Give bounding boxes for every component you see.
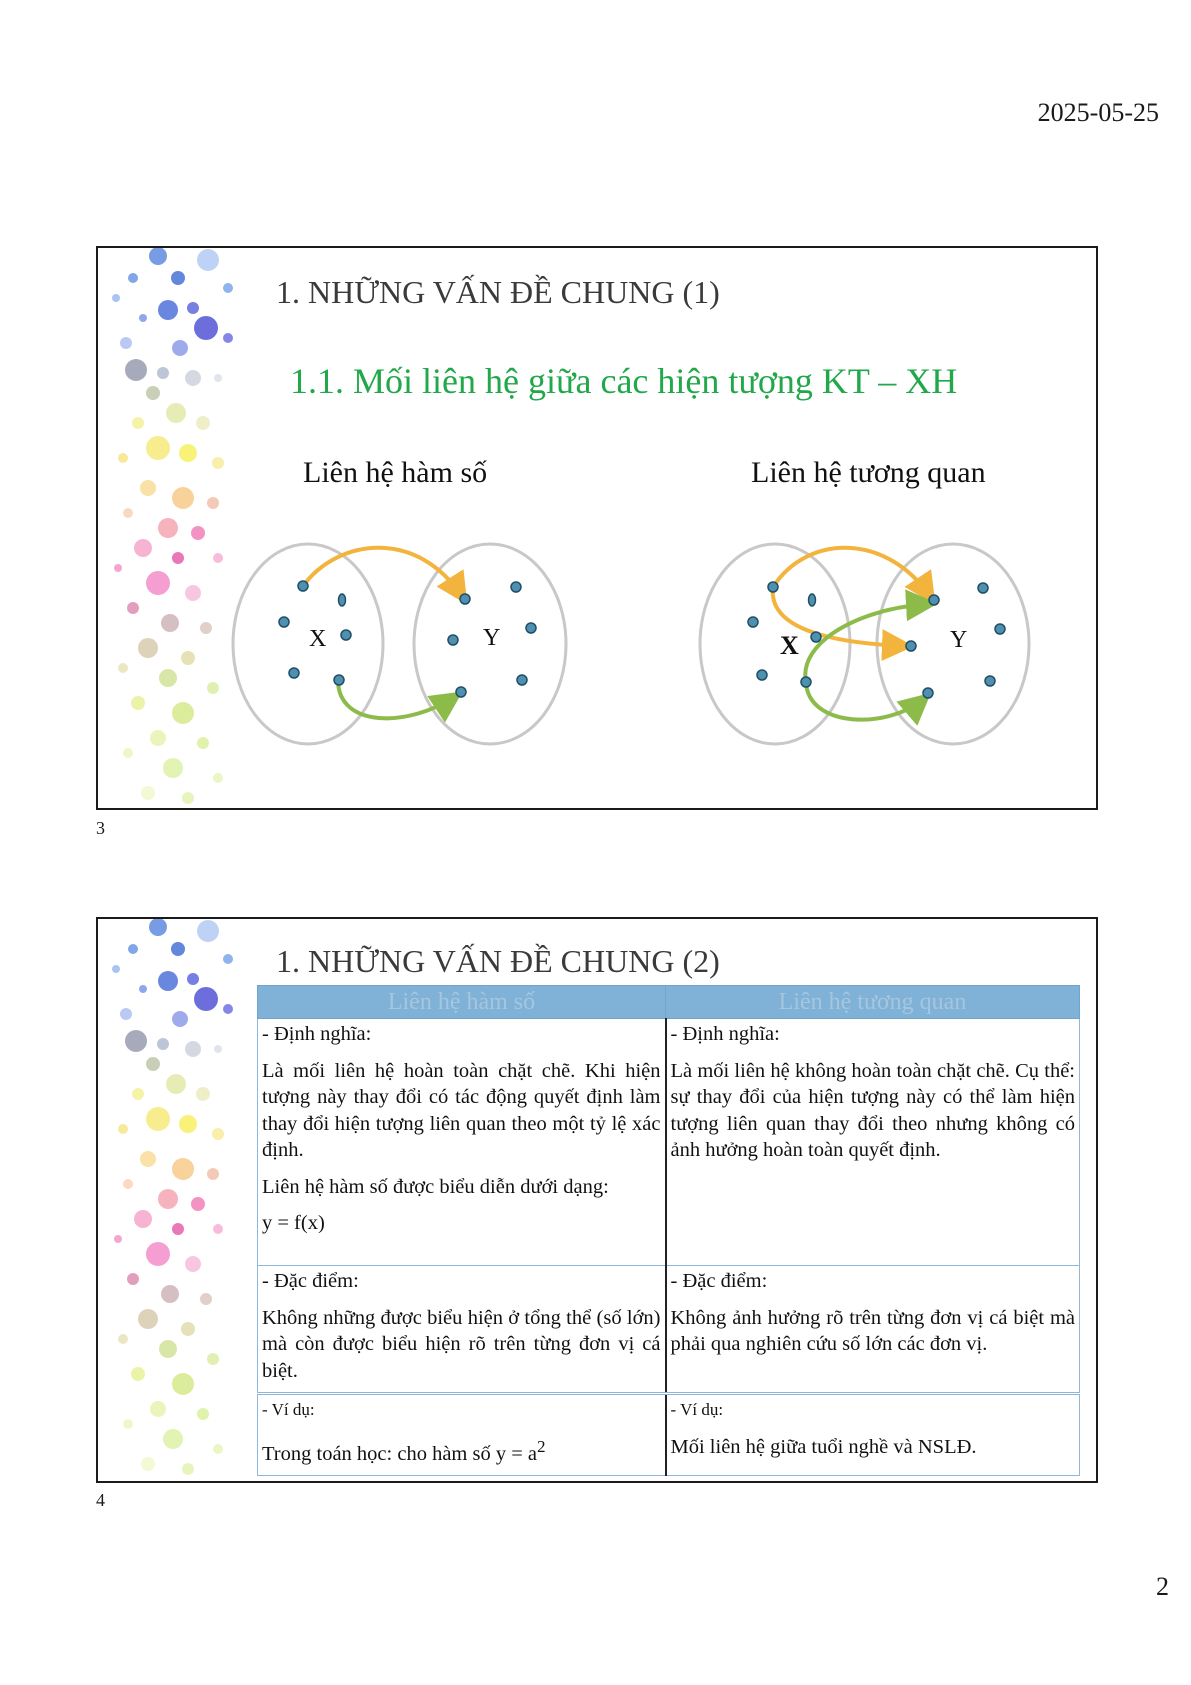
correlation-relation-label: Liên hệ tương quan [751, 456, 986, 489]
point [289, 668, 299, 678]
features-cell [258, 1266, 666, 1394]
point [456, 687, 466, 697]
point [809, 594, 816, 606]
page-number: 2 [1156, 1572, 1169, 1601]
functional-diagram [233, 544, 566, 744]
table-row [258, 1019, 1080, 1266]
point [511, 582, 521, 592]
features-cell [666, 1266, 1080, 1394]
page-date: 2025-05-25 [1037, 98, 1159, 127]
table-row [258, 1266, 1080, 1394]
point [341, 630, 351, 640]
formula: y = f(x) [262, 1212, 325, 1234]
header-functional: Liên hệ hàm số [258, 986, 666, 1019]
cell-text: Không ảnh hưởng rõ trên từng đơn vị cá biệt mà phải qua nghiên cứu số lớn các đơn vị. [670, 1306, 1075, 1355]
slide-3 [96, 246, 1098, 810]
superscript: 2 [537, 1436, 546, 1456]
functional-relation-label: Liên hệ hàm số [303, 456, 488, 489]
cell-label: - Ví dụ: [262, 1400, 315, 1419]
point [929, 595, 939, 605]
point [517, 675, 527, 685]
right-set-y-label: Y [950, 627, 968, 653]
slide-3-number: 3 [96, 818, 105, 838]
cell-text: Là mối liên hệ không hoàn toàn chặt chẽ. Cụ thể: sự thay đổi của hiện tượng này có thể làm hiện tượng liên quan thay đổi theo nhưng không có ảnh hưởng hoàn toàn quyết định. [670, 1059, 1075, 1161]
cell-text [262, 1434, 661, 1467]
cell-label: - Ví dụ: [670, 1400, 724, 1419]
cell-text: Là mối liên hệ hoàn toàn chặt chẽ. Khi hiện tượng này thay đổi có tác động quyết định làm thay đổi hiện tượng liên quan theo một tỷ lệ xác định. [262, 1059, 661, 1161]
right-set-x-label: X [780, 631, 799, 660]
point [811, 632, 821, 642]
point [526, 623, 536, 633]
point [923, 688, 933, 698]
point [448, 635, 458, 645]
cell-text: Mối liên hệ giữa tuổi nghề và NSLĐ. [670, 1435, 977, 1458]
point [757, 670, 767, 680]
table-row [258, 1394, 1080, 1476]
relation-diagrams [98, 248, 1096, 808]
cell-label: - Định nghĩa: [670, 1023, 780, 1045]
point [298, 581, 308, 591]
point [460, 594, 470, 604]
definition-cell [258, 1019, 666, 1266]
cell-label: - Định nghĩa: [262, 1023, 372, 1045]
point [978, 583, 988, 593]
slide-4 [96, 917, 1098, 1483]
example-cell [258, 1394, 666, 1476]
example-text: Trong toán học: cho hàm số y = a [262, 1442, 537, 1465]
example-cell [666, 1394, 1080, 1476]
point [279, 617, 289, 627]
point [801, 677, 811, 687]
point [985, 676, 995, 686]
cell-label: - Đặc điểm: [262, 1270, 359, 1292]
bubble-decoration [98, 919, 238, 1481]
slide-4-number: 4 [96, 1490, 105, 1510]
cell-text: Không những được biểu hiện ở tổng thể (số lớn) mà còn được biểu hiện rõ trên từng đơn vị cá biệt. [262, 1306, 661, 1382]
slide-4-title: 1. NHỮNG VẤN ĐỀ CHUNG (2) [276, 943, 720, 979]
header-correlation: Liên hệ tương quan [666, 986, 1080, 1019]
comparison-table [257, 985, 1080, 1476]
left-set-y-label: Y [483, 625, 501, 651]
cell-text: Liên hệ hàm số được biểu diễn dưới dạng: [262, 1175, 609, 1198]
cell-label: - Đặc điểm: [670, 1270, 768, 1292]
correlation-diagram [700, 544, 1029, 744]
left-set-x-label: X [309, 626, 327, 652]
point [906, 641, 916, 651]
slide-3-subtitle: 1.1. Mối liên hệ giữa các hiện tượng KT – XH [290, 361, 958, 401]
point [768, 582, 778, 592]
point [748, 617, 758, 627]
point [995, 624, 1005, 634]
slide-3-title: 1. NHỮNG VẤN ĐỀ CHUNG (1) [276, 274, 720, 310]
point [339, 594, 346, 606]
point [334, 675, 344, 685]
definition-cell [666, 1019, 1080, 1266]
